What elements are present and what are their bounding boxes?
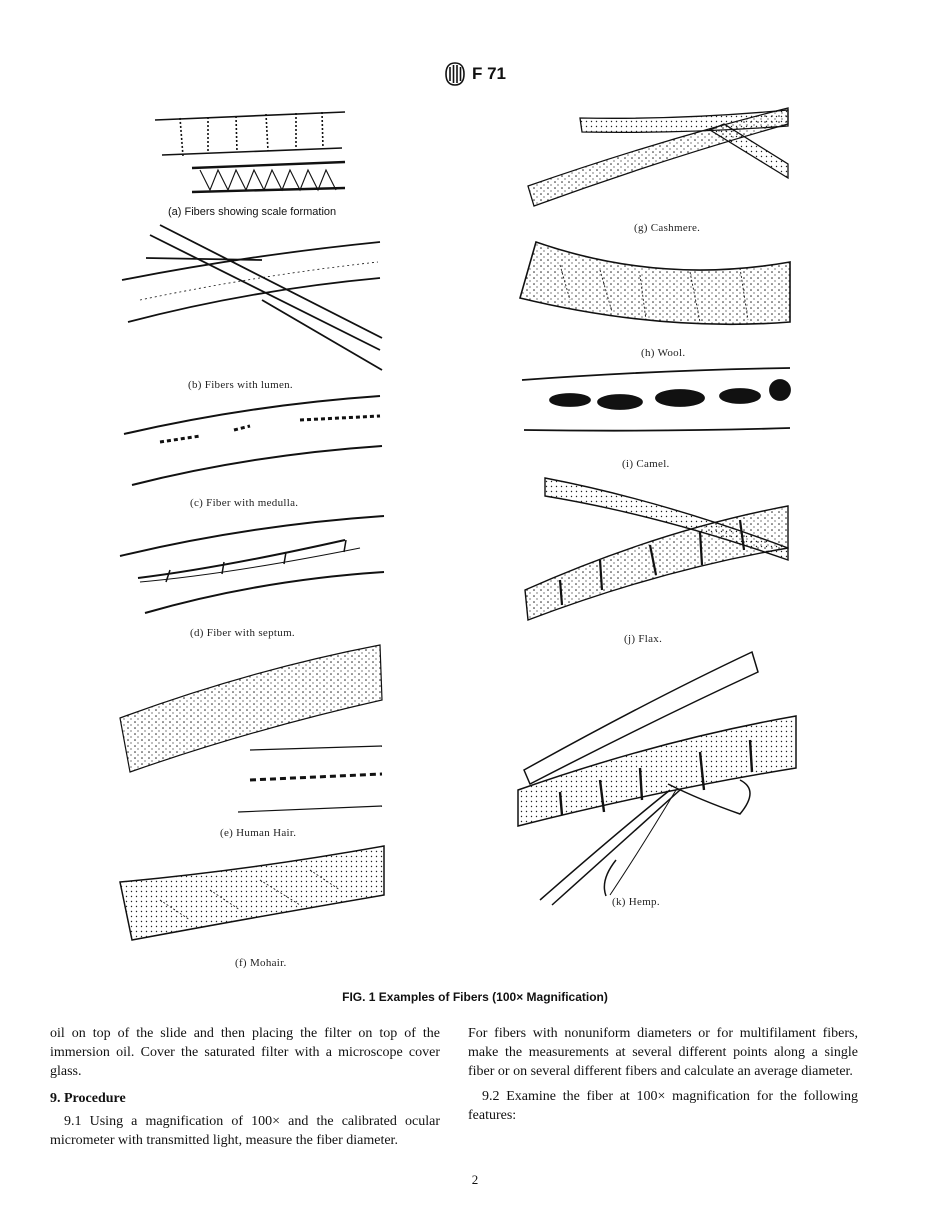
panel-k-caption: (k) Hemp. xyxy=(612,896,660,908)
panel-d-drawing xyxy=(120,516,384,613)
panel-a-caption: (a) Fibers showing scale formation xyxy=(168,206,337,218)
panel-i-drawing xyxy=(522,368,790,431)
figure-caption: FIG. 1 Examples of Fibers (100× Magnification) xyxy=(342,990,608,1004)
panel-h-drawing xyxy=(520,242,790,324)
page-number: 2 xyxy=(471,1172,479,1187)
document-code: F 71 xyxy=(471,64,507,83)
panel-i-caption: (i) Camel. xyxy=(622,458,670,470)
section-heading: 9. Procedure xyxy=(50,1091,126,1106)
panel-c-drawing xyxy=(124,396,382,485)
panel-j-drawing xyxy=(525,478,788,620)
panel-k-drawing xyxy=(518,652,796,905)
left-paragraph-1: oil on top of the slide and then placing the filter on top of the immersion oil. Cover the saturated filter with a microscope cover glass. xyxy=(50,1026,440,1079)
body-left-column xyxy=(50,1024,440,1156)
left-paragraph-2: 9.1 Using a magnification of 100× and the calibrated ocular micrometer with transmitted light, measure the fiber diameter. xyxy=(50,1114,440,1148)
panel-d-caption: (d) Fiber with septum. xyxy=(190,627,295,639)
panel-g-caption: (g) Cashmere. xyxy=(634,222,701,234)
body-right-column xyxy=(468,1024,858,1131)
panel-b-drawing xyxy=(122,225,382,370)
panel-a-drawing xyxy=(155,112,345,192)
panel-b-caption: (b) Fibers with lumen. xyxy=(188,379,293,391)
panel-g-drawing xyxy=(528,108,788,206)
panel-j-caption: (j) Flax. xyxy=(624,633,663,645)
right-paragraph-1: For fibers with nonuniform diameters or for multifilament fibers, make the measurements at several different points along a single fiber or on several different fibers and calculate an average diameter. xyxy=(468,1026,858,1079)
panel-f-caption: (f) Mohair. xyxy=(235,957,287,969)
panel-e-caption: (e) Human Hair. xyxy=(220,827,297,839)
panel-e-drawing xyxy=(120,645,382,812)
panel-f-drawing xyxy=(120,846,384,940)
panel-c-caption: (c) Fiber with medulla. xyxy=(190,497,299,509)
right-paragraph-2: 9.2 Examine the fiber at 100× magnification for the following features: xyxy=(468,1089,858,1123)
panel-h-caption: (h) Wool. xyxy=(641,347,686,359)
